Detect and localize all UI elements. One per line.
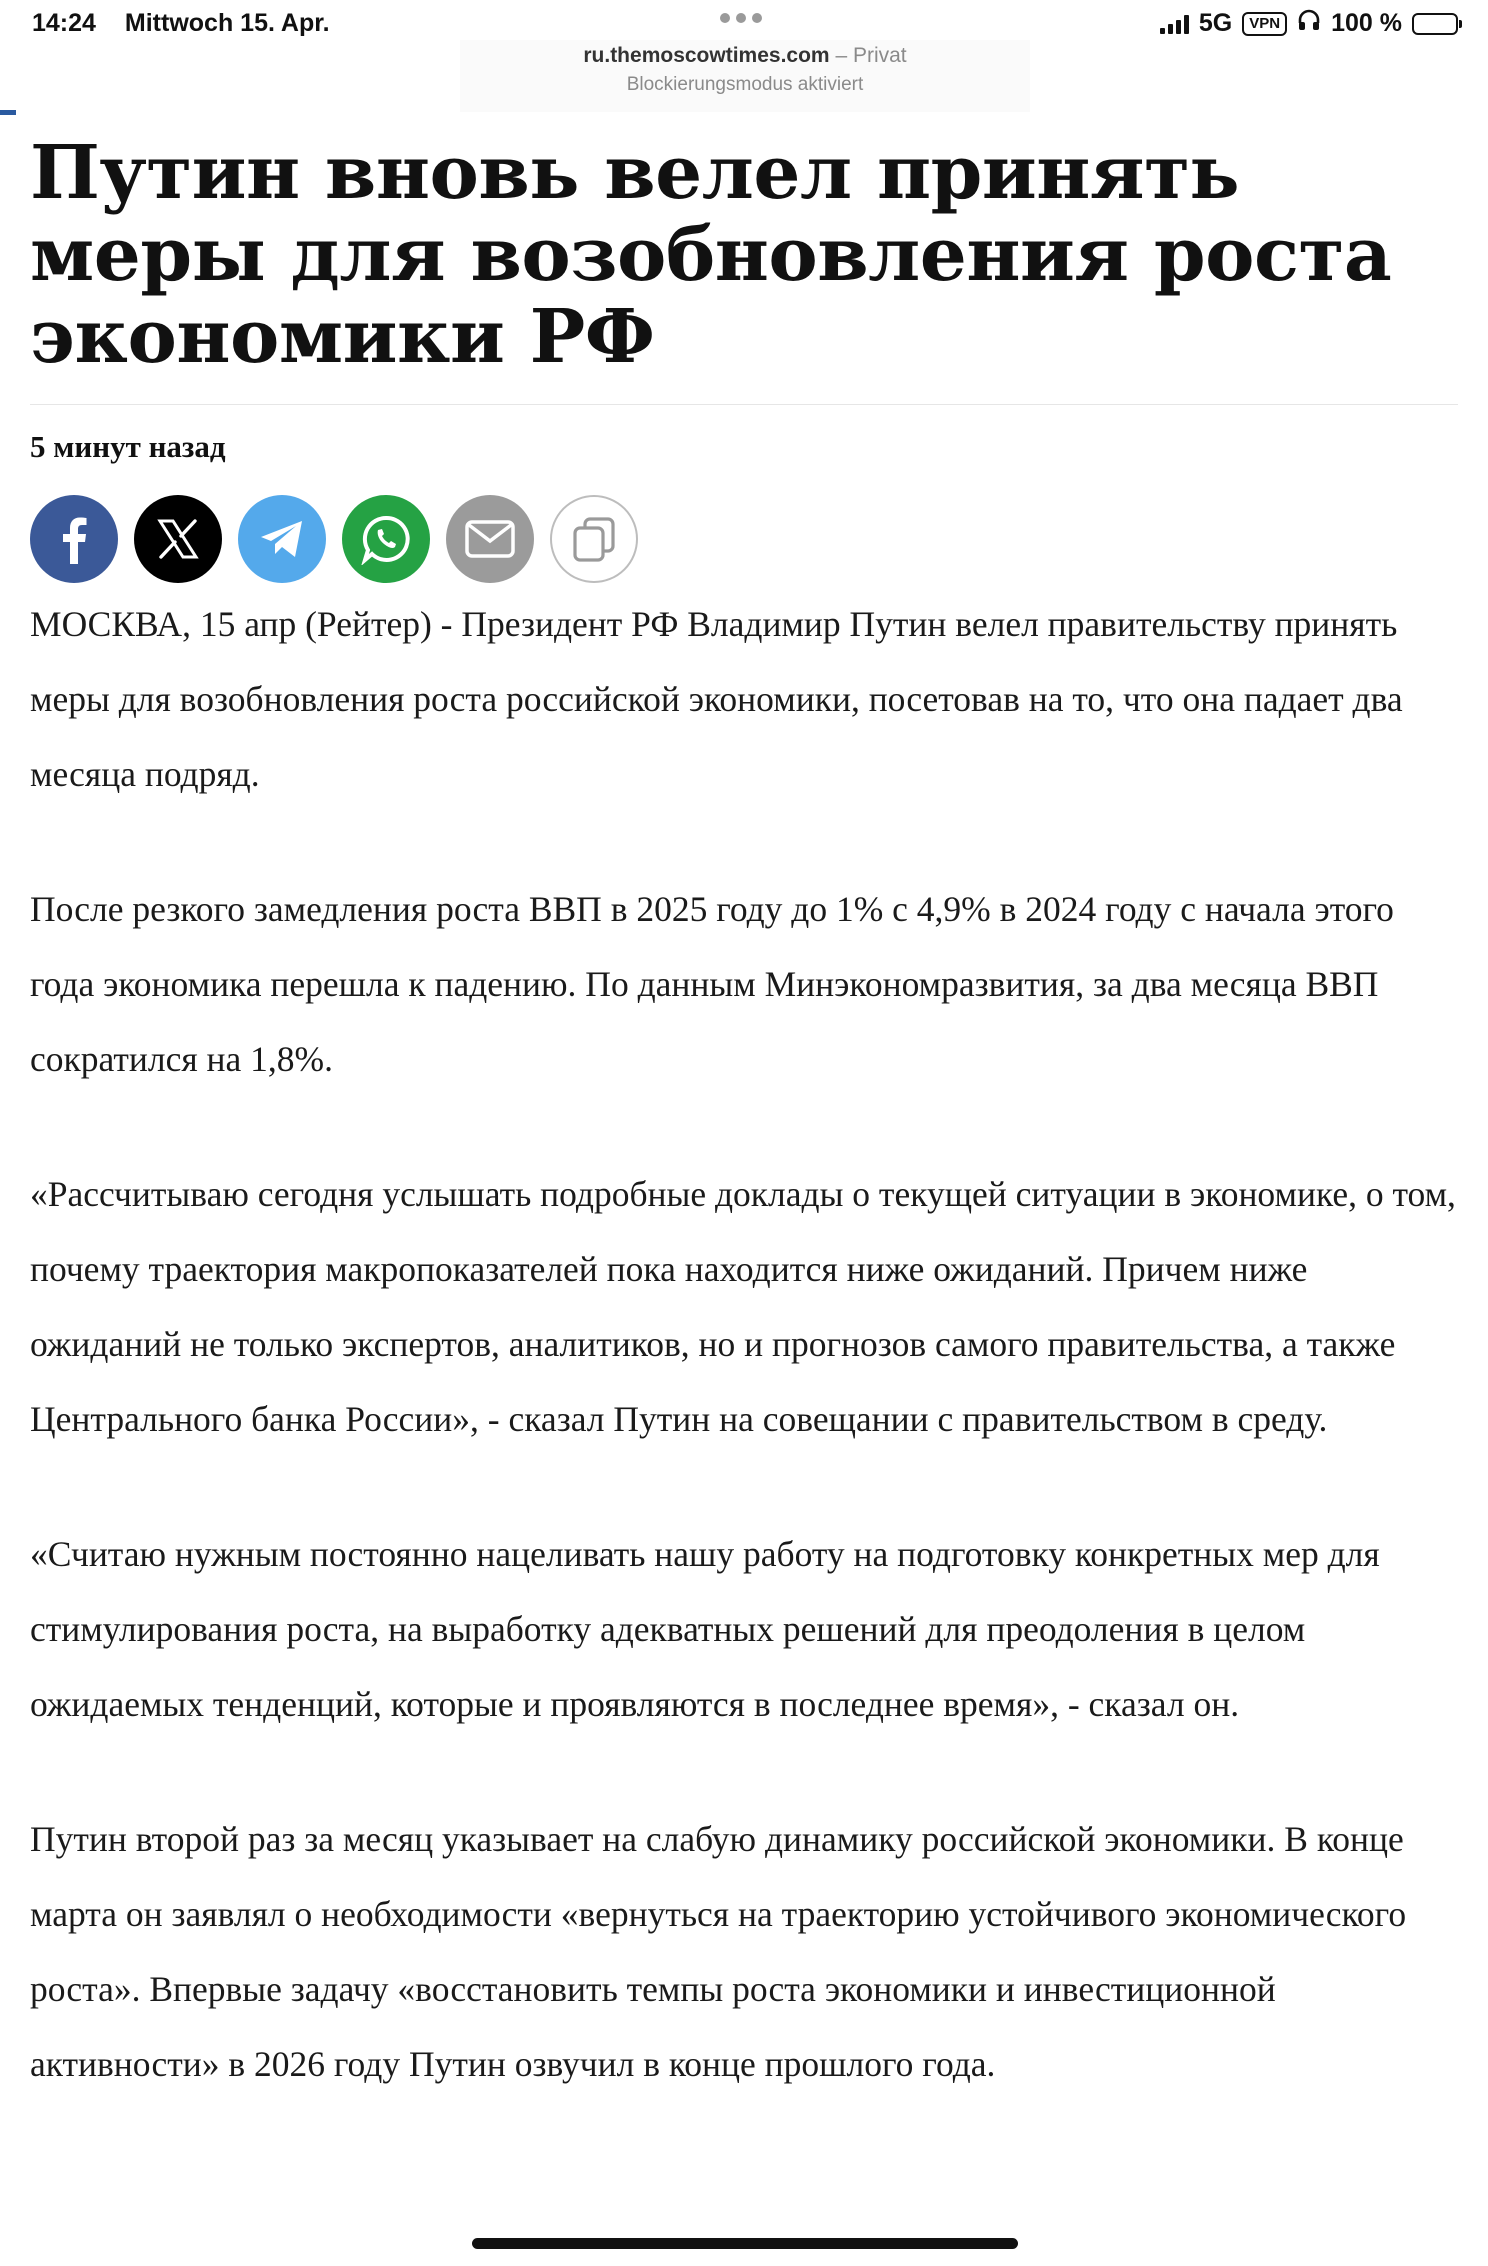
- multitasking-dots-icon[interactable]: [720, 13, 764, 25]
- email-share-button[interactable]: [446, 495, 534, 583]
- article-paragraph: МОСКВА, 15 апр (Рейтер) - Президент РФ Владимир Путин велел правительству принять меры для возобновления роста российской экономики, посетовав на то, что она падает два месяца подряд.: [30, 604, 1403, 794]
- blocking-mode-label: Blockierungsmodus aktiviert: [626, 74, 864, 95]
- article-paragraph: Путин второй раз за месяц указывает на слабую динамику российской экономики. В конце марта он заявлял о необходимости «вернуться на траекторию устойчивого экономического роста». Впервые задачу «восстановить темпы роста экономики и инвестиционной активности» в 2026 году Путин озвучил в конце прошлого года.: [30, 1819, 1407, 2084]
- whatsapp-share-button[interactable]: [342, 495, 430, 583]
- status-date: Mittwoch 15. Apr.: [124, 9, 330, 37]
- home-indicator[interactable]: [472, 2238, 1018, 2249]
- address-privacy: – Privat: [835, 44, 907, 67]
- network-type: 5G: [1198, 9, 1233, 37]
- status-left: [32, 9, 330, 38]
- facebook-share-button[interactable]: [30, 495, 118, 583]
- share-buttons: [30, 495, 1458, 583]
- battery-percent: 100 %: [1331, 9, 1402, 37]
- cellular-signal-icon: [1160, 14, 1189, 34]
- telegram-share-button[interactable]: [238, 495, 326, 583]
- article-timestamp: 5 минут назад: [30, 429, 226, 464]
- facebook-icon: [54, 514, 94, 564]
- mail-icon: [465, 520, 515, 558]
- whatsapp-icon: [360, 513, 412, 565]
- vpn-badge: VPN: [1242, 12, 1287, 36]
- address-line: [460, 44, 1030, 68]
- article-body: [30, 587, 1458, 2102]
- address-bar[interactable]: [460, 40, 1030, 112]
- copy-link-button[interactable]: [550, 495, 638, 583]
- battery-icon: [1412, 13, 1458, 35]
- article-paragraph: После резкого замедления роста ВВП в 2025 году до 1% с 4,9% в 2024 году с начала этого года экономика перешла к падению. По данным Минэкономразвития, за два месяца ВВП сократился на 1,8%.: [30, 889, 1394, 1079]
- address-domain: ru.themoscowtimes.com: [583, 44, 830, 67]
- article-paragraph: «Считаю нужным постоянно нацеливать нашу работу на подготовку конкретных мер для стимулирования роста, на выработку адекватных решений для преодоления в целом ожидаемых тенденций, которые и проявляются в последнее время», - сказал он.: [30, 1534, 1380, 1724]
- telegram-icon: [258, 518, 306, 560]
- article: [30, 120, 1458, 2162]
- headline-divider: [30, 404, 1458, 405]
- article-paragraph: «Рассчитываю сегодня услышать подробные доклады о текущей ситуации в экономике, о том, почему траектория макропоказателей пока находится ниже ожиданий. Причем ниже ожиданий не только экспертов, аналитиков, но и прогнозов самого правительства, а также Центрального банка России», - сказал Путин на совещании с правительством в среду.: [30, 1174, 1456, 1439]
- copy-link-icon: [571, 515, 617, 563]
- x-icon: [156, 517, 200, 561]
- article-headline: Путин вновь велел принять меры для возобновления роста экономики РФ: [30, 130, 1392, 380]
- status-right: [1160, 9, 1458, 38]
- x-share-button[interactable]: [134, 495, 222, 583]
- status-time: 14:24: [32, 9, 96, 37]
- page-load-indicator: [0, 110, 16, 115]
- headphones-icon: [1297, 9, 1321, 38]
